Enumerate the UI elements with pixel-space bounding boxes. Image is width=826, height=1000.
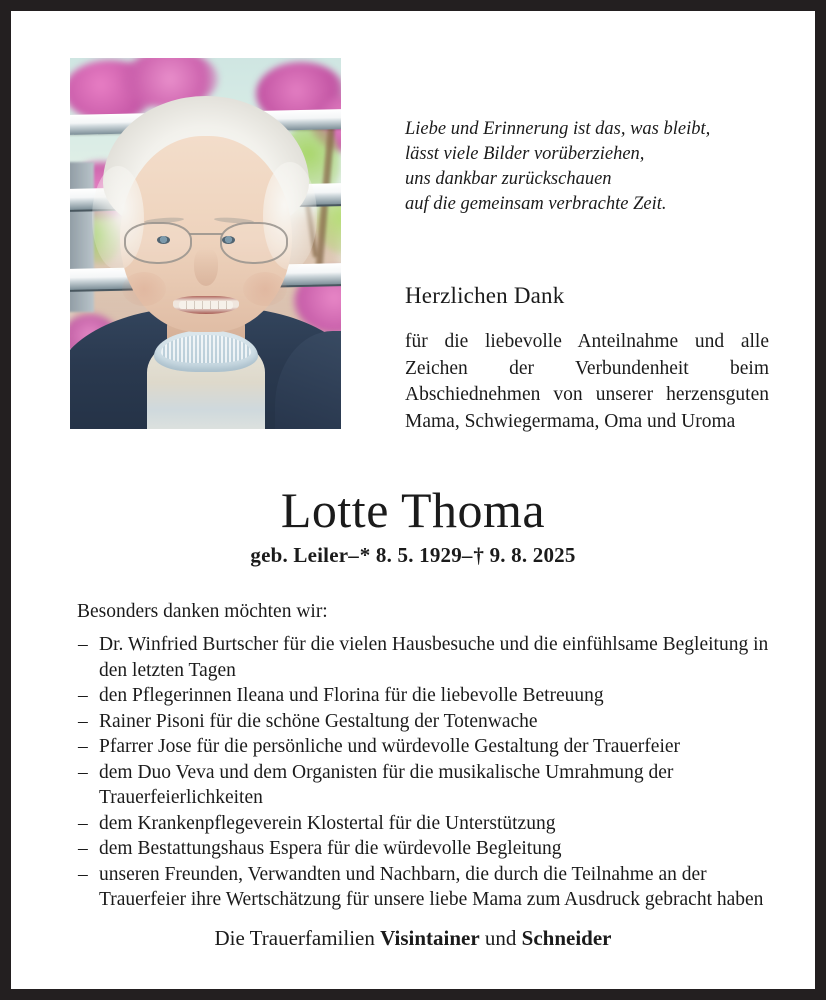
notice-sheet <box>11 11 815 989</box>
dates-separator-1: – <box>348 543 360 567</box>
memorial-verse <box>405 117 771 217</box>
family-name-1: Visintainer <box>380 926 480 950</box>
family-name-2: Schneider <box>521 926 612 950</box>
acknowledgements-list <box>77 632 773 913</box>
verse-line-1: Liebe und Erinnerung ist das, was bleibt, <box>405 119 711 139</box>
thanks-heading: Herzlichen Dank <box>405 283 565 308</box>
eyeglass-lens <box>124 222 192 264</box>
list-item: – Dr. Winfried Burtscher für die vielen Hausbesuche und die einfühlsame Begleitung in den letzten Tagen <box>77 632 773 683</box>
death-date: 9. 8. 2025 <box>489 543 576 567</box>
photo-scene <box>70 58 341 429</box>
thanks-body: für die liebevolle Anteilnahme und alle Zeichen der Verbundenheit beim Abschiednehmen von unserer herzensguten Mama, Schwiegermama, Oma und Uroma <box>405 331 769 432</box>
verse-line-3: uns dankbar zurückschauen <box>405 169 612 189</box>
list-item: – Pfarrer Jose für die persönliche und würdevolle Gestaltung der Trauerfeier <box>77 734 773 760</box>
person-portrait <box>70 58 341 429</box>
verse-line-2: lässt viele Bilder vorüberziehen, <box>405 144 645 164</box>
death-symbol: † <box>473 543 485 567</box>
dates-separator-2: – <box>461 543 474 567</box>
eyeglass-bridge <box>189 233 223 235</box>
smiling-mouth <box>173 296 239 314</box>
birth-symbol: * <box>359 543 371 567</box>
families-prefix: Die Trauerfamilien <box>214 926 375 950</box>
list-item: – dem Bestattungshaus Espera für die würdevolle Begleitung <box>77 836 773 862</box>
acknowledgements-intro: Besonders danken möchten wir: <box>77 601 328 622</box>
deceased-dates <box>11 543 815 568</box>
eyeglass-lens <box>220 222 288 264</box>
list-item: – den Pflegerinnen Ileana und Florina für die liebevolle Betreuung <box>77 683 773 709</box>
portrait-photo <box>70 58 341 429</box>
list-item: – unseren Freunden, Verwandten und Nachbarn, die durch die Teilnahme an der Trauerfeier ihre Wertschätzung für unsere liebe Mama zum Ausdruck gebracht haben <box>77 862 773 913</box>
mourning-families <box>11 926 815 951</box>
cheek <box>243 272 287 306</box>
nose <box>194 248 218 286</box>
list-item: – dem Krankenpflegeverein Klostertal für die Unterstützung <box>77 811 773 837</box>
verse-line-4: auf die gemeinsam verbrachte Zeit. <box>405 194 667 214</box>
cheek <box>122 272 166 306</box>
families-conjunction: und <box>484 926 517 950</box>
deceased-name: Lotte Thoma <box>280 482 546 538</box>
birth-date: 8. 5. 1929 <box>375 543 462 567</box>
list-item: – dem Duo Veva und dem Organisten für die musikalische Umrahmung der Trauerfeierlichkeiten <box>77 760 773 811</box>
list-item: – Rainer Pisoni für die schöne Gestaltung der Totenwache <box>77 709 773 735</box>
maiden-name: geb. Leiler <box>250 543 349 567</box>
